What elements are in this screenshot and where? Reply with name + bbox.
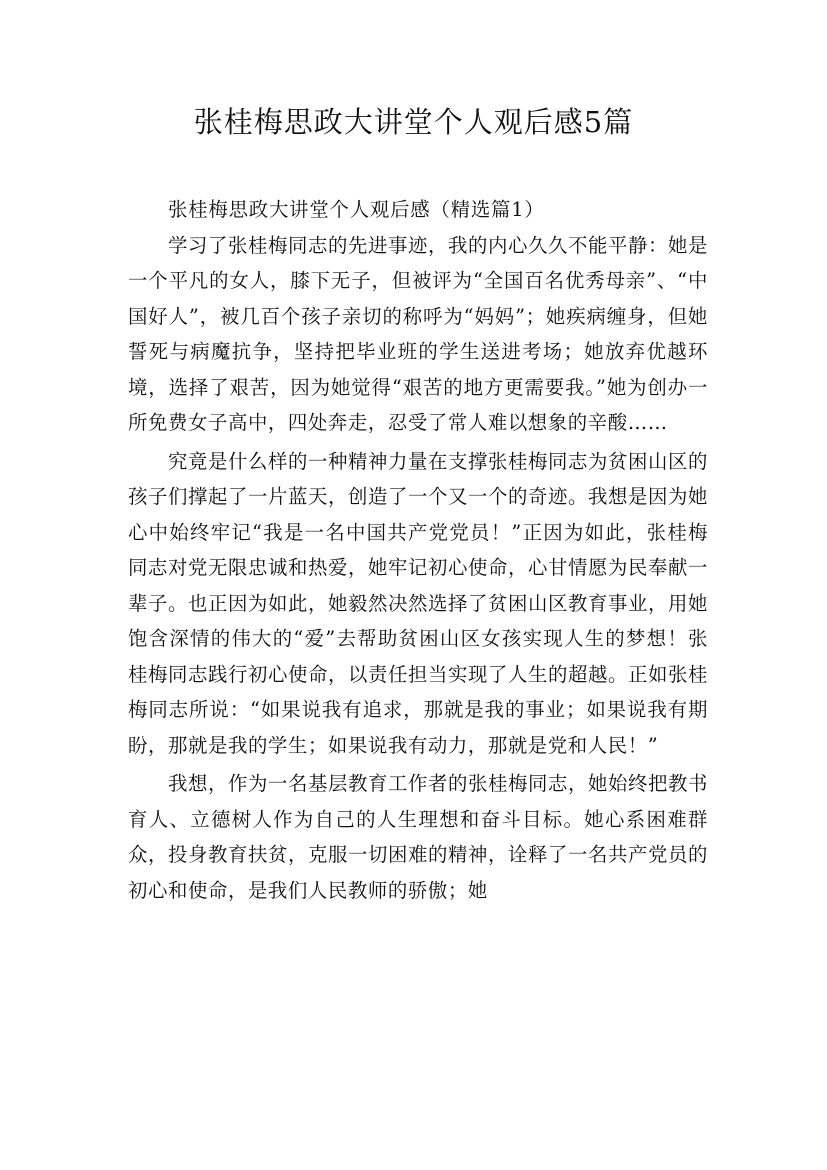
document-title: 张桂梅思政大讲堂个人观后感5篇	[193, 105, 634, 139]
section-heading: 张桂梅思政大讲堂个人观后感（精选篇1）	[168, 198, 545, 221]
body-paragraph-1: 学习了张桂梅同志的先进事迹，我的内心久久不能平静：她是一个平凡的女人，膝下无子，但被评为“全国百名优秀母亲”、“中国好人”，被几百个孩子亲切的称呼为“妈妈”；她疾病缠身，但她誓死与病魔抗争，坚持把毕业班的学生送进考场；她放弃优越环境，选择了艰苦，因为她觉得“艰苦的地方更需要我。”她为创办一所免费女子高中，四处奔走，忍受了常人难以想象的辛酸……	[128, 233, 708, 434]
document-body	[128, 192, 708, 908]
body-paragraph-3: 我想，作为一名基层教育工作者的张桂梅同志，她始终把教书育人、立德树人作为自己的人生理想和奋斗目标。她心系困难群众，投身教育扶贫，克服一切困难的精神，诠释了一名共产党员的初心和使命，是我们人民教师的骄傲；她	[128, 772, 708, 902]
body-paragraph-2: 究竟是什么样的一种精神力量在支撑张桂梅同志为贫困山区的孩子们撑起了一片蓝天，创造了一个又一个的奇迹。我想是因为她心中始终牢记“我是一名中国共产党党员！”正因为如此，张桂梅同志对党无限忠诚和热爱，她牢记初心使命，心甘情愿为民奉献一辈子。也正因为如此，她毅然决然选择了贫困山区教育事业，用她饱含深情的伟大的“爱”去帮助贫困山区女孩实现人生的梦想！张桂梅同志践行初心使命，以责任担当实现了人生的超越。正如张桂梅同志所说：“如果说我有追求，那就是我的事业；如果说我有期盼，那就是我的学生；如果说我有动力，那就是党和人民！”	[128, 449, 708, 757]
